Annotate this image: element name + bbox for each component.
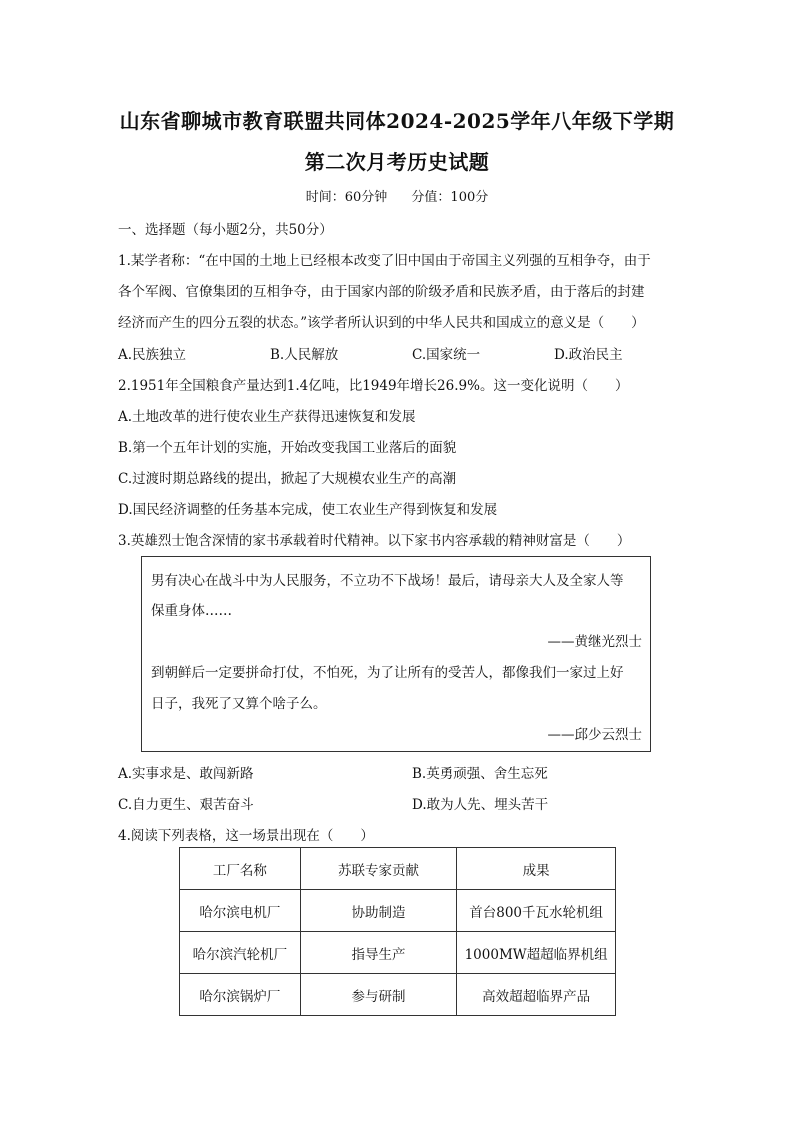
q2-option-c: C.过渡时期总路线的提出，掀起了大规模农业生产的高潮 — [118, 471, 457, 487]
table-cell: 哈尔滨汽轮机厂 — [180, 932, 301, 974]
table-row — [180, 932, 616, 974]
q3-option-a: A.实事求是、敢闯新路 — [118, 766, 254, 782]
exam-score: 分值：100分 — [411, 190, 489, 205]
exam-title-line1: 山东省聊城市教育联盟共同体2024-2025学年八年级下学期 — [119, 109, 675, 133]
letter2-line-1: 到朝鲜后一定要拼命打仗，不怕死，为了让所有的受苦人，都像我们一家过上好 — [151, 665, 624, 681]
letters-box — [141, 556, 651, 752]
q4-stem: 4.阅读下列表格，这一场景出现在（ ） — [118, 828, 374, 844]
q2-option-a: A.土地改革的进行使农业生产获得迅速恢复和发展 — [118, 409, 416, 425]
q1-line-2: 各个军阀、官僚集团的互相争夺，由于国家内部的阶级矛盾和民族矛盾，由于落后的封建 — [118, 284, 645, 300]
exam-time: 时间：60分钟 — [305, 190, 388, 205]
table-cell: 协助制造 — [300, 890, 457, 932]
q2-stem: 2.1951年全国粮食产量达到1.4亿吨，比1949年增长26.9%。这一变化说明（ ） — [118, 378, 629, 394]
table-header: 成果 — [457, 848, 616, 890]
table-cell: 参与研制 — [300, 974, 457, 1016]
exam-meta — [0, 186, 794, 205]
q1-option-c: C.国家统一 — [412, 347, 481, 363]
table-header-row — [180, 848, 616, 890]
q2-option-d: D.国民经济调整的任务基本完成，使工农业生产得到恢复和发展 — [118, 502, 498, 518]
table-cell: 哈尔滨锅炉厂 — [180, 974, 301, 1016]
q1-option-d: D.政治民主 — [554, 347, 623, 363]
table-header: 工厂名称 — [180, 848, 301, 890]
letter2-signature: ——邱少云烈士 — [547, 727, 642, 743]
q3-option-c: C.自力更生、艰苦奋斗 — [118, 797, 254, 813]
exam-title-line2: 第二次月考历史试题 — [304, 150, 490, 174]
q1-line-3: 经济而产生的四分五裂的状态。”该学者所认识到的中华人民共和国成立的意义是（ ） — [118, 315, 645, 331]
letter1-line-1: 男有决心在战斗中为人民服务，不立功不下战场！最后，请母亲大人及全家人等 — [151, 573, 624, 589]
q1-option-b: B.人民解放 — [270, 347, 339, 363]
table-cell: 哈尔滨电机厂 — [180, 890, 301, 932]
table-row — [180, 890, 616, 932]
q3-stem: 3.英雄烈士饱含深情的家书承载着时代精神。以下家书内容承载的精神财富是（ ） — [118, 533, 631, 549]
table-cell: 首台800千瓦水轮机组 — [457, 890, 616, 932]
letter1-line-2: 保重身体…… — [151, 603, 232, 619]
table-row — [180, 974, 616, 1016]
section-heading: 一、选择题（每小题2分，共50分） — [118, 222, 333, 238]
table-cell: 指导生产 — [300, 932, 457, 974]
table-cell: 1000MW超超临界机组 — [457, 932, 616, 974]
letter2-line-2: 日子，我死了又算个啥子么。 — [151, 696, 327, 712]
table-header: 苏联专家贡献 — [300, 848, 457, 890]
table-cell: 高效超超临界产品 — [457, 974, 616, 1016]
q3-option-b: B.英勇顽强、舍生忘死 — [412, 766, 548, 782]
letter1-signature: ——黄继光烈士 — [547, 634, 642, 650]
q1-line-1: 1.某学者称：“在中国的土地上已经根本改变了旧中国由于帝国主义列强的互相争夺，由于 — [118, 253, 651, 269]
factory-table — [179, 847, 616, 1016]
q2-option-b: B.第一个五年计划的实施，开始改变我国工业落后的面貌 — [118, 440, 457, 456]
q3-option-d: D.敢为人先、埋头苦干 — [412, 797, 549, 813]
q1-option-a: A.民族独立 — [118, 347, 187, 363]
